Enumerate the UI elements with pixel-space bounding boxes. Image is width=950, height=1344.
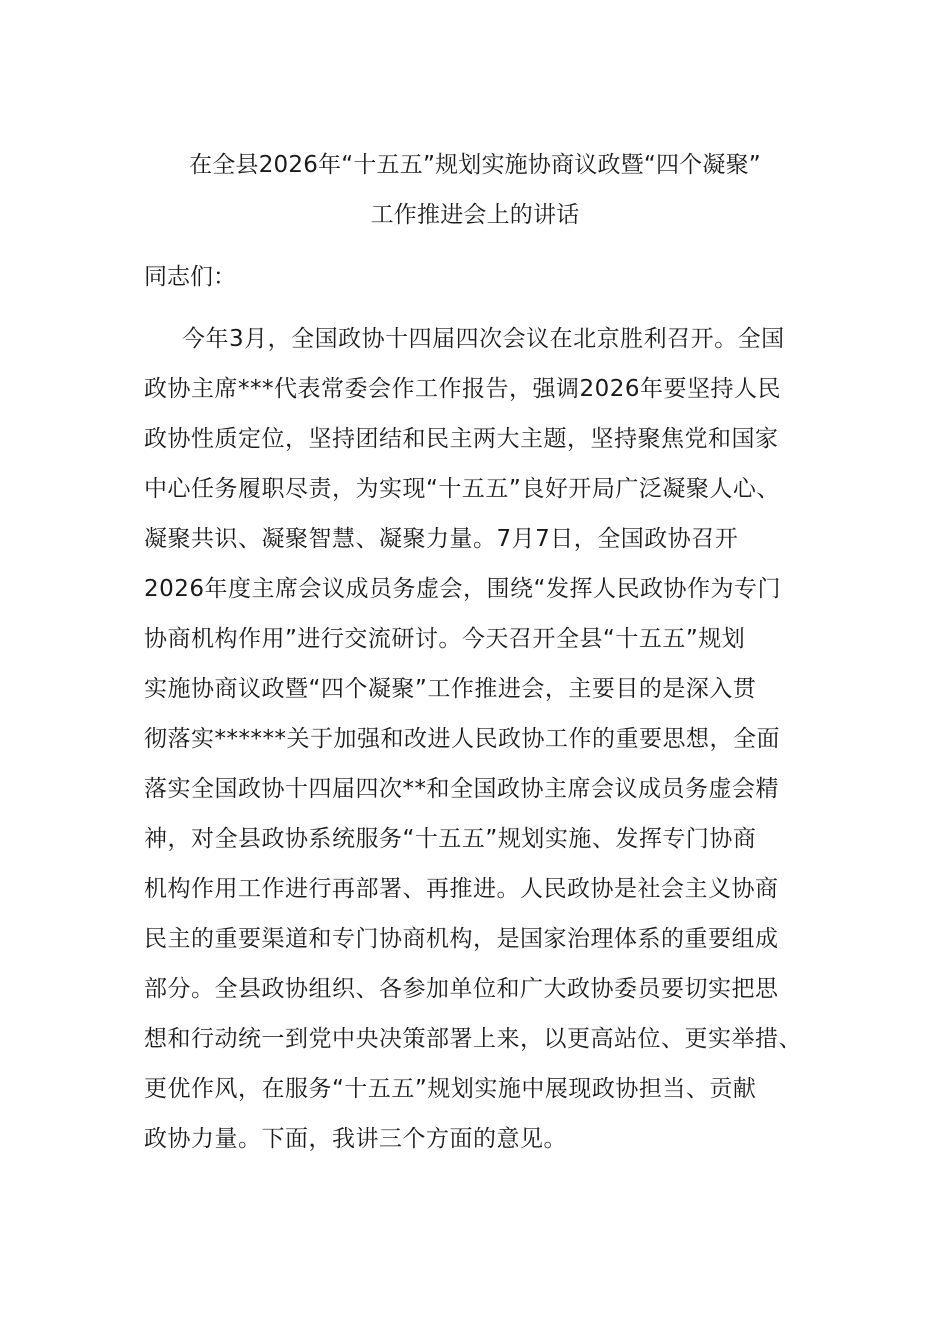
document-title-line-1: 在全县2026年“十五五”规划实施协商议政暨“四个凝聚” [189,152,761,178]
paragraph-line: 想和行动统一到党中央决策部署上来，以更高站位、更实举措、 [144,1026,802,1052]
paragraph-line: 更优作风，在服务“十五五”规划实施中展现政协担当、贡献 [144,1076,757,1102]
paragraph-line: 机构作用工作进行再部署、再推进。人民政协是社会主义协商 [144,876,779,902]
body-paragraph [144,322,824,1172]
paragraph-line: 部分。全县政协组织、各参加单位和广大政协委员要切实把思 [144,976,779,1002]
paragraph-line: 政协性质定位，坚持团结和民主两大主题，坚持聚焦党和国家 [144,426,779,452]
paragraph-line: 政协力量。下面，我讲三个方面的意见。 [144,1126,567,1152]
salutation: 同志们： [144,264,236,290]
paragraph-line: 中心任务履职尽责，为实现“十五五”良好开局广泛凝聚人心、 [144,476,780,502]
paragraph-line: 彻落实******关于加强和改进人民政协工作的重要思想，全面 [144,726,780,752]
paragraph-line: 协商机构作用”进行交流研讨。今天召开全县“十五五”规划 [144,626,746,652]
paragraph-line: 实施协商议政暨“四个凝聚”工作推进会，主要目的是深入贯 [144,676,757,702]
paragraph-line: 2026年度主席会议成员务虚会，围绕“发挥人民政协作为专门 [144,576,781,602]
paragraph-line: 落实全国政协十四届四次**和全国政协主席会议成员务虚会精 [144,776,779,802]
paragraph-line: 神，对全县政协系统服务“十五五”规划实施、发挥专门协商 [144,826,757,852]
paragraph-line: 民主的重要渠道和专门协商机构，是国家治理体系的重要组成 [144,926,779,952]
paragraph-line: 政协主席***代表常委会作工作报告，强调2026年要坚持人民 [144,376,782,402]
paragraph-line: 凝聚共识、凝聚智慧、凝聚力量。7月7日，全国政协召开 [144,526,739,552]
document-title-line-2: 工作推进会上的讲话 [370,202,580,228]
paragraph-line: 今年3月，全国政协十四届四次会议在北京胜利召开。全国 [182,326,785,352]
